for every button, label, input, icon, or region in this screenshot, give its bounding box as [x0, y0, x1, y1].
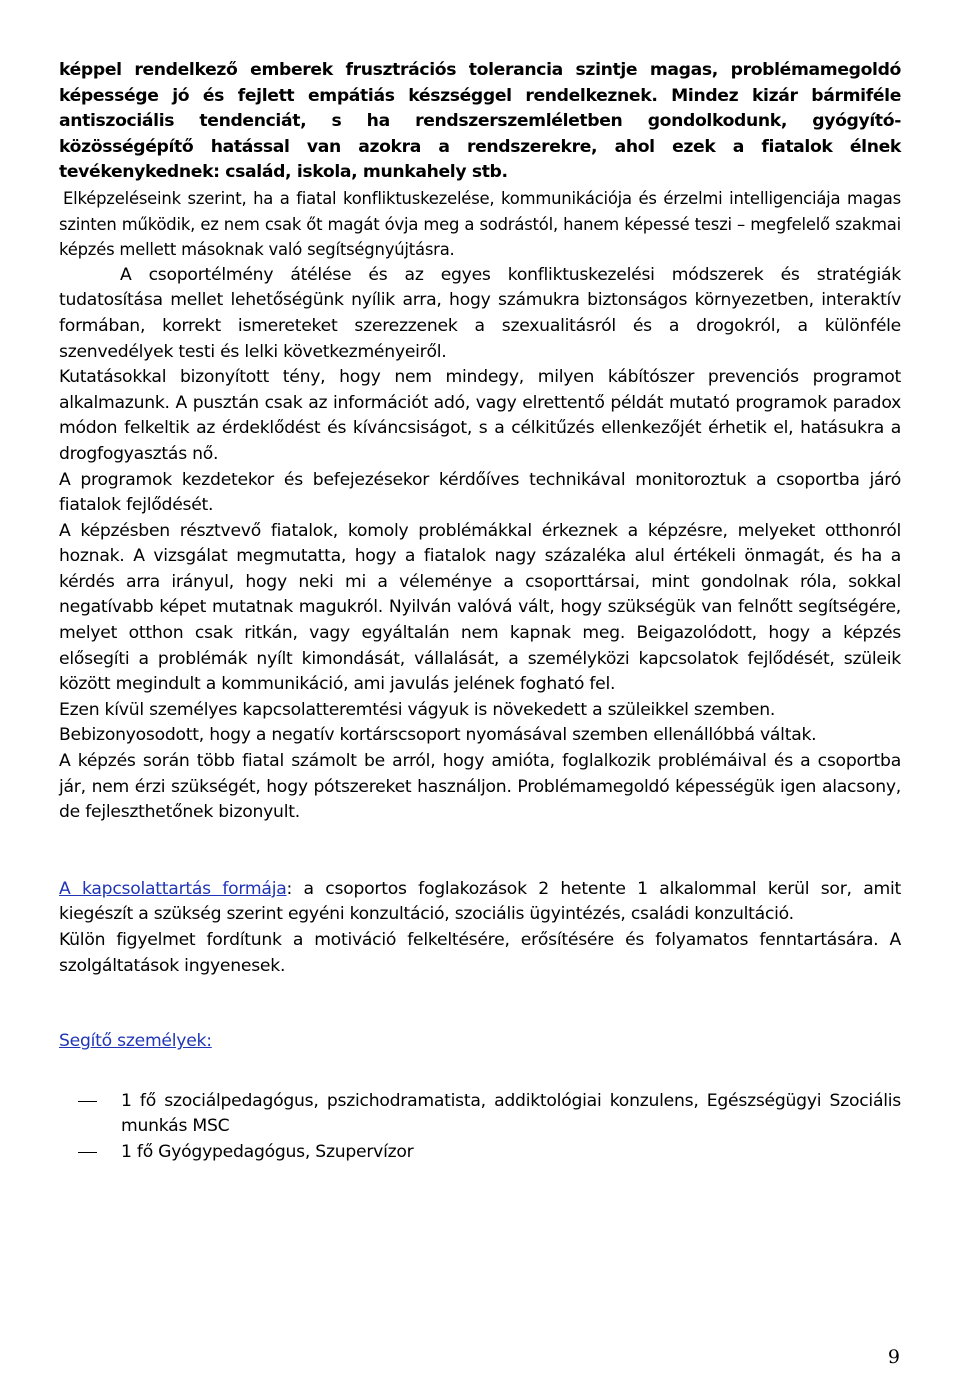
spacer: [59, 1055, 901, 1089]
helper-text: 1 fő szociálpedagógus, pszichodramatista, addiktológiai konzulens, Egészségügyi Szociális munkás MSC: [121, 1090, 901, 1137]
paragraph-substitutes: A képzés során több fiatal számolt be arról, hogy amióta, foglalkozik problémáival és a csoportba jár, nem érzi szükségét, hogy pótszereket használjon. Problémamegoldó képességük igen alacsony, de fejleszthetőnek bizonyult.: [59, 751, 901, 823]
contact-text: a csoportos foglakozások 2 hetente 1 alkalommal kerül sor, amit kiegészít a szükség szerint egyéni konzultáció, szociális ügyintézés, családi konzultáció.: [59, 878, 901, 925]
list-item: [59, 1140, 901, 1166]
paragraph-ideas: Elképzeléseink szerint, ha a fiatal konfliktuskezelése, kommunikációja és érzelmi intelligenciája magas szinten működik, ez nem csak őt magát óvja meg a sodrástól, hanem képessé teszi – megfelelő szakmai képzés mellett másoknak való segítségnyújtásra.: [59, 188, 901, 260]
paragraph-findings: A képzésben résztvevő fiatalok, komoly problémákkal érkeznek a képzésre, melyeket otthonról hoznak. A vizsgálat megmutatta, hogy a fiatalok nagy százaléka alul értékeli önmagát, és ha a kérdés arra irányul, hogy neki mi a véleménye a csoporttársai, mint gondolnak róla, sokkal negatívabb képet mutatnak magukról. Nyilván valóvá vált, hogy szükségük van felnőtt segítségére, melyet otthon csak ritkán, vagy egyáltalán nem kapnak meg. Beigazolódott, hogy a képzés elősegíti a problémák nyílt kimondását, vállalását, a személyközi kapcsolatok fejlődését, szüleik között megindult a kommunikáció, ami javulás jelének fogható fel.: [59, 520, 901, 695]
spacer: [59, 979, 901, 1029]
paragraph-research: Kutatásokkal bizonyított tény, hogy nem mindegy, milyen kábítószer prevenciós programot alkalmazunk. A pusztán csak az információt adó, vagy elrettentő példát mutató programok paradox módon felkeltik az érdeklődést és kíváncsiságot, s a célkitűzés ellenkezőjét érhetik el, hatásukra a drogfogyasztás nő.: [59, 367, 901, 464]
paragraph-contact-desire: Ezen kívül személyes kapcsolatteremtési vágyuk is növekedett a szüleikkel szemben.: [59, 699, 776, 720]
spacer: [59, 826, 901, 877]
paragraph-intro: képpel rendelkező emberek frusztrációs tolerancia szintje magas, problémamegoldó képessége jó és fejlett empátiás készséggel rendelkeznek. Mindez kizár bármiféle antiszociális tendenciát, s ha rendszerszemléletben gondolkodunk, gyógyító-közösségépítő hatással van azokra a rendszerekre, ahol ezek a fiatalok élnek tevékenykednek: család, iskola, munkahely stb.: [59, 60, 901, 183]
helpers-heading: Segítő személyek:: [59, 1031, 212, 1052]
helpers-list: [59, 1089, 901, 1166]
helper-text: 1 fő Gyógypedagógus, Szupervízor: [121, 1141, 414, 1162]
dash-bullet-icon: [78, 1152, 97, 1153]
document-body: [59, 58, 901, 1166]
helpers-heading-line: [59, 1029, 901, 1055]
paragraph-monitoring: A programok kezdetekor és befejezésekor kérdőíves technikával monitoroztuk a csoportba járó fiatalok fejlődését.: [59, 469, 901, 516]
paragraph-group-experience: A csoportélmény átélése és az egyes konfliktuskezelési módszerek és stratégiák tudatosítása mellet lehetőségünk nyílik arra, hogy számukra biztonságos környezetben, interaktív formában, korrekt ismereteket szerezzenek a szexualitásról és a drogokról, a különféle szenvedélyek testi és lelki következményeiről.: [59, 264, 901, 362]
page-number: 9: [887, 1346, 900, 1368]
paragraph-peer-pressure: Bebizonyosodott, hogy a negatív kortárscsoport nyomásával szemben ellenállóbbá váltak.: [59, 725, 817, 746]
list-item: [59, 1089, 901, 1140]
contact-heading: A kapcsolattartás formája: [59, 878, 287, 899]
dash-bullet-icon: [78, 1101, 97, 1102]
contact-paragraph: [59, 877, 901, 928]
contact-motivation: Külön figyelmet fordítunk a motiváció felkeltésére, erősítésére és folyamatos fenntartására. A szolgáltatások ingyenesek.: [59, 930, 901, 976]
contact-colon: :: [286, 878, 293, 899]
